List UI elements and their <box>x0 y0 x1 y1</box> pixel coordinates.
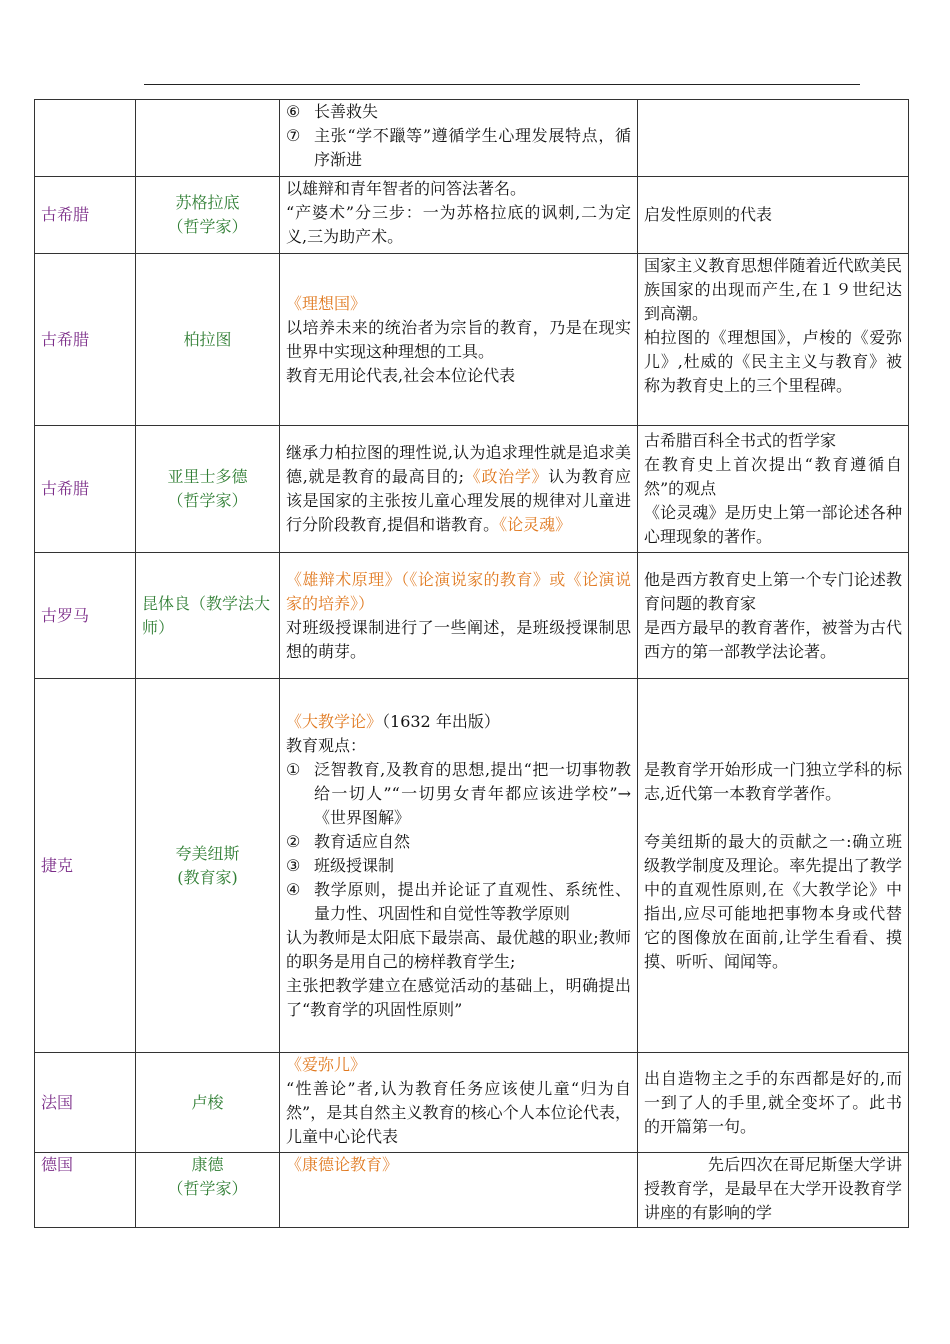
person-role: （哲学家） <box>167 1179 248 1198</box>
table-row <box>35 254 909 426</box>
region-cell: 古希腊 <box>35 177 136 254</box>
content-cell <box>280 1153 638 1228</box>
book-title: 《政治学》 <box>464 467 549 486</box>
content-cell: 《大教学论》（1632 年出版） 教育观点： ① 泛智教育,及教育的思想,提出“把一切事物教给一切人”“一切男女青年都应该进学校”→《世界图解》 ② 教育适应自然 ③ 班级授课制 ④ 教学原则，提出并论证了直观性、系统性、量力性、巩固性和自觉性等教学原则 认为教师是太阳底下最崇高、最优越的职业;教师的职务是用自己的榜样教育学生; 主张把教学建立在感觉活动的基础上，明确提出了“教育学的巩固性原则” <box>280 679 638 1053</box>
region-cell: 古希腊 <box>35 426 136 553</box>
person-cell <box>136 100 280 177</box>
note-cell: 他是西方教育史上第一个专门论述教育问题的教育家 是西方最早的教育著作，被誉为古代西方的第一部教学法论著。 <box>638 553 909 679</box>
person-name: 苏格拉底 <box>175 193 240 212</box>
table-row <box>35 1153 909 1228</box>
book-title: 《雄辩术原理》（《论演说家的教育》或《论演说家的培养》） <box>286 569 631 613</box>
person-name: 康德 <box>191 1155 224 1174</box>
book-title: 《康德论教育》 <box>286 1155 399 1174</box>
region-cell: 德国 <box>35 1153 136 1228</box>
person-cell: 卢梭 <box>136 1053 280 1153</box>
person-role: （哲学家） <box>167 491 248 510</box>
table-row <box>35 553 909 679</box>
person-cell <box>136 1153 280 1228</box>
content-cell: 《爱弥儿》 “性善论”者,认为教育任务应该使儿童“归为自然”，是其自然主义教育的核心个人本位论代表，儿童中心论代表 <box>280 1053 638 1153</box>
content-cell: 《理想国》 以培养未来的统治者为宗旨的教育，乃是在现实世界中实现这种理想的工具。 教育无用论代表,社会本位论代表 <box>280 254 638 426</box>
region-cell: 法国 <box>35 1053 136 1153</box>
person-name: 亚里士多德 <box>167 467 248 486</box>
region-cell: 古希腊 <box>35 254 136 426</box>
region-cell: 古罗马 <box>35 553 136 679</box>
note-cell <box>638 100 909 177</box>
note-cell: 启发性原则的代表 <box>638 177 909 254</box>
book-title: 《论灵魂》 <box>499 515 572 534</box>
person-cell <box>136 177 280 254</box>
note-cell: 国家主义教育思想伴随着近代欧美民族国家的出现而产生,在１９世纪达到高潮。 柏拉图的《理想国》，卢梭的《爱弥儿》,杜威的《民主主义与教育》被称为教育史上的三个里程碑。 <box>638 254 909 426</box>
table-row <box>35 100 909 177</box>
header-rule <box>144 84 860 85</box>
person-cell <box>136 679 280 1053</box>
person-name: 夸美纽斯 <box>175 843 240 863</box>
list-item: ③ 班级授课制 <box>286 855 395 875</box>
education-history-table <box>34 99 909 1228</box>
list-item: ④ 教学原则，提出并论证了直观性、系统性、量力性、巩固性和自觉性等教学原则 <box>286 879 631 923</box>
person-role: (教育家) <box>177 867 238 887</box>
content-cell: 以雄辩和青年智者的问答法著名。 “产婆术”分三步：一为苏格拉底的讽刺,二为定义,三为助产术。 <box>280 177 638 254</box>
content-cell <box>280 100 638 177</box>
region-cell <box>35 100 136 177</box>
list-item: ① 泛智教育,及教育的思想,提出“把一切事物教给一切人”“一切男女青年都应该进学校”→《世界图解》 <box>286 759 631 827</box>
person-cell <box>136 426 280 553</box>
table-row <box>35 426 909 553</box>
note-cell: 出自造物主之手的东西都是好的,而一到了人的手里,就全变坏了。此书的开篇第一句。 <box>638 1053 909 1153</box>
table-row <box>35 177 909 254</box>
table-row <box>35 679 909 1053</box>
table-row <box>35 1053 909 1153</box>
person-role: （哲学家） <box>167 217 248 236</box>
note-cell: 古希腊百科全书式的哲学家 在教育史上首次提出“教育遵循自然”的观点 《论灵魂》是历史上第一部论述各种心理现象的著作。 <box>638 426 909 553</box>
book-title: 《爱弥儿》 <box>286 1055 367 1074</box>
content-cell: 《雄辩术原理》（《论演说家的教育》或《论演说家的培养》） 对班级授课制进行了一些阐述，是班级授课制思想的萌芽。 <box>280 553 638 679</box>
book-title: 《理想国》 <box>286 293 367 313</box>
list-item: ⑥ 长善救失 <box>286 102 379 121</box>
list-item: ⑦ 主张“学不躐等”遵循学生心理发展特点，循序渐进 <box>286 126 631 169</box>
person-cell: 柏拉图 <box>136 254 280 426</box>
list-item: ② 教育适应自然 <box>286 831 411 851</box>
note-cell: 是教育学开始形成一门独立学科的标志,近代第一本教育学著作。 夸美纽斯的最大的贡献之一:确立班级教学制度及理论。率先提出了教学中的直观性原则,在《大教学论》中指出,应尽可能地把事物本身或代替它的图像放在面前,让学生看看、摸摸、听听、闻闻等。 <box>638 679 909 1053</box>
person-cell: 昆体良（教学法大师） <box>136 553 280 679</box>
content-cell: 继承力柏拉图的理性说,认为追求理性就是追求美德,就是教育的最高目的;《政治学》认为教育应该是国家的主张按儿童心理发展的规律对儿童进行分阶段教育,提倡和谐教育。《论灵魂》 <box>280 426 638 553</box>
note-cell: 先后四次在哥尼斯堡大学讲授教育学，是最早在大学开设教育学讲座的有影响的学 <box>638 1153 909 1228</box>
book-title: 《大教学论》 <box>286 711 383 731</box>
region-cell: 捷克 <box>35 679 136 1053</box>
